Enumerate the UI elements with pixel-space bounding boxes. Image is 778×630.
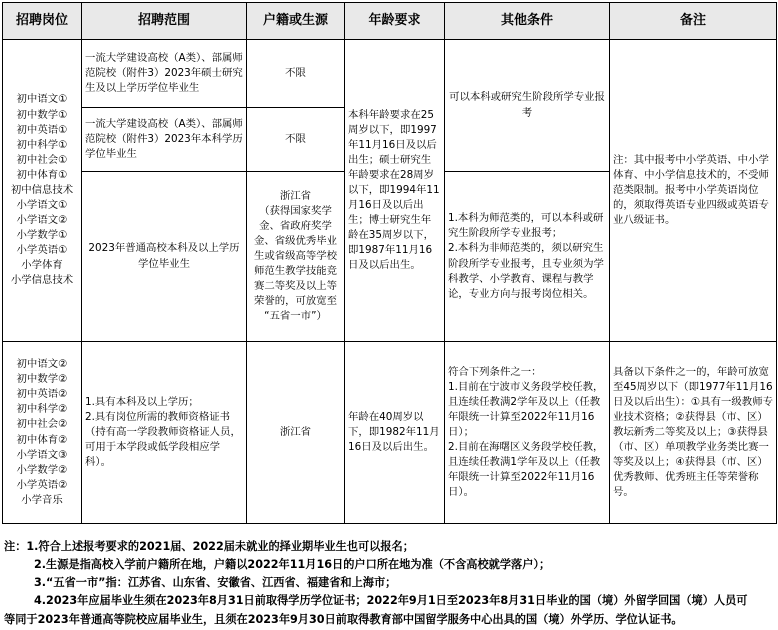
footnote-2: 2.生源是指高校入学前户籍所在地，户籍以2022年11月16日的户口所在地为准（不含高校就学落户）； [34,558,551,572]
group2-row [3,342,777,524]
group2-scope: 1.具有本科及以上学历； 2.具有岗位所需的教师资格证书（持有高一学段教师资格证人员，可用于本学段或低学段相应学科）。 [82,342,247,524]
post-item: 小学语文② [16,214,68,227]
footnote-4: 4.2023年应届毕业生须在2023年8月31日前取得学历学位证书；2022年9月1日至2023年8月31日毕业的国（境）外留学回国（境）人员可 [34,594,748,608]
post-item: 小学语文③ [16,448,68,461]
group1-remark: 注：其中报考中小学英语、中小学体育、中小学信息技术的，不受师范类限制。报考中小学英语岗位的，须取得英语专业四级或英语专业八级证书。 [610,40,777,342]
recruitment-table [2,2,777,524]
group1-origin-1: 不限 [247,40,345,108]
footnote-1: 注：1.符合上述报考要求的2021届、2022届未就业的择业期毕业生也可以报名； [4,540,414,553]
header-remark: 备注 [610,3,777,40]
group1-origin-2: 不限 [247,108,345,172]
group1-row1 [3,40,777,108]
post-item: 初中信息技术 [10,183,74,196]
post-item: 初中体育① [16,168,68,181]
group1-origin-3: 浙江省 （获得国家奖学金、省政府奖学金、省级优秀毕业生或省级高等学校师范生教学技能竞赛二等奖及以上等荣誉的，可放宽至 “五省一市”） [247,172,345,342]
group2-age: 年龄在40周岁以下，即1982年11月16日及以后出生。 [345,342,445,524]
post-item: 初中社会① [16,153,68,166]
post-item: 初中语文① [16,93,68,106]
post-item: 初中英语② [16,388,68,401]
header-post: 招聘岗位 [3,3,82,40]
header-age: 年龄要求 [345,3,445,40]
post-item: 初中社会② [16,418,68,431]
post-item: 初中体育② [16,433,68,446]
group2-post-list [3,342,82,524]
group1-post-list [3,40,82,342]
post-item: 初中科学① [16,138,68,151]
post-item: 小学数学① [16,229,68,242]
group2-other: 符合下列条件之一： 1.目前在宁波市义务段学校任教，且连续任教满2学年及以上（任教年限统一计算至2022年11月16日）； 2.目前在海曙区义务段学校任教，且连续任教满1学年及以上（任教年限统一计算至2022年11月16日）。 [445,342,610,524]
post-item: 初中数学① [16,108,68,121]
footnotes [4,538,774,629]
group1-other-a: 可以本科或研究生阶段所学专业报考 [445,40,610,172]
post-item: 小学英语① [16,244,68,257]
post-item: 初中科学② [16,403,68,416]
header-other: 其他条件 [445,3,610,40]
group1-age: 本科年龄要求在25周岁以下，即1997年11月16日及以后出生；硕士研究生年龄要求在28周岁以下，即1994年11月16日及以后出生；博士研究生年龄在35周岁以下，即1987年11月16日及以后出生。 [345,40,445,342]
recruitment-table-container [2,2,776,524]
group2-origin: 浙江省 [247,342,345,524]
post-item: 初中语文② [16,358,68,371]
post-item: 小学体育 [21,259,63,272]
group2-remark: 具备以下条件之一的，年龄可放宽至45周岁以下（即1977年11月16日及以后出生）：①具有一级教师专业技术资格；②获得县（市、区）教坛新秀二等奖及以上；③获得县（市、区）单项教学业务类比赛一等奖及以上；④获得县（市、区）优秀教师、优秀班主任等荣誉称号。 [610,342,777,524]
post-item: 初中数学② [16,373,68,386]
header-scope: 招聘范围 [82,3,247,40]
post-item: 小学英语② [16,478,68,491]
group1-other-b: 1.本科为师范类的，可以本科或研究生阶段所学专业报考； 2.本科为非师范类的，须以研究生阶段所学专业报考，且专业须为学科教学、小学教育、课程与教学论，专业方向与报考岗位相关。 [445,172,610,342]
header-origin: 户籍或生源 [247,3,345,40]
post-item: 小学信息技术 [10,274,74,287]
group1-scope-2: 一流大学建设高校（A类）、部属师范院校（附件3）2023年本科学历学位毕业生 [82,108,247,172]
group1-scope-1: 一流大学建设高校（A类）、部属师范院校（附件3）2023年硕士研究生及以上学历学位毕业生 [82,40,247,108]
post-item: 初中英语① [16,123,68,136]
post-item: 小学音乐 [21,493,63,506]
post-item: 小学语文① [16,199,68,212]
header-row [3,3,777,40]
group1-scope-3: 2023年普通高校本科及以上学历学位毕业生 [82,172,247,342]
footnote-3: 3.“五省一市”指：江苏省、山东省、安徽省、江西省、福建省和上海市； [34,576,397,590]
footnote-5: 等同于2023年普通高等院校应届毕业生，且须在2023年9月30日前取得教育部中国留学服务中心出具的国（境）外学历、学位认证书。 [4,612,683,626]
post-item: 小学数学② [16,463,68,476]
